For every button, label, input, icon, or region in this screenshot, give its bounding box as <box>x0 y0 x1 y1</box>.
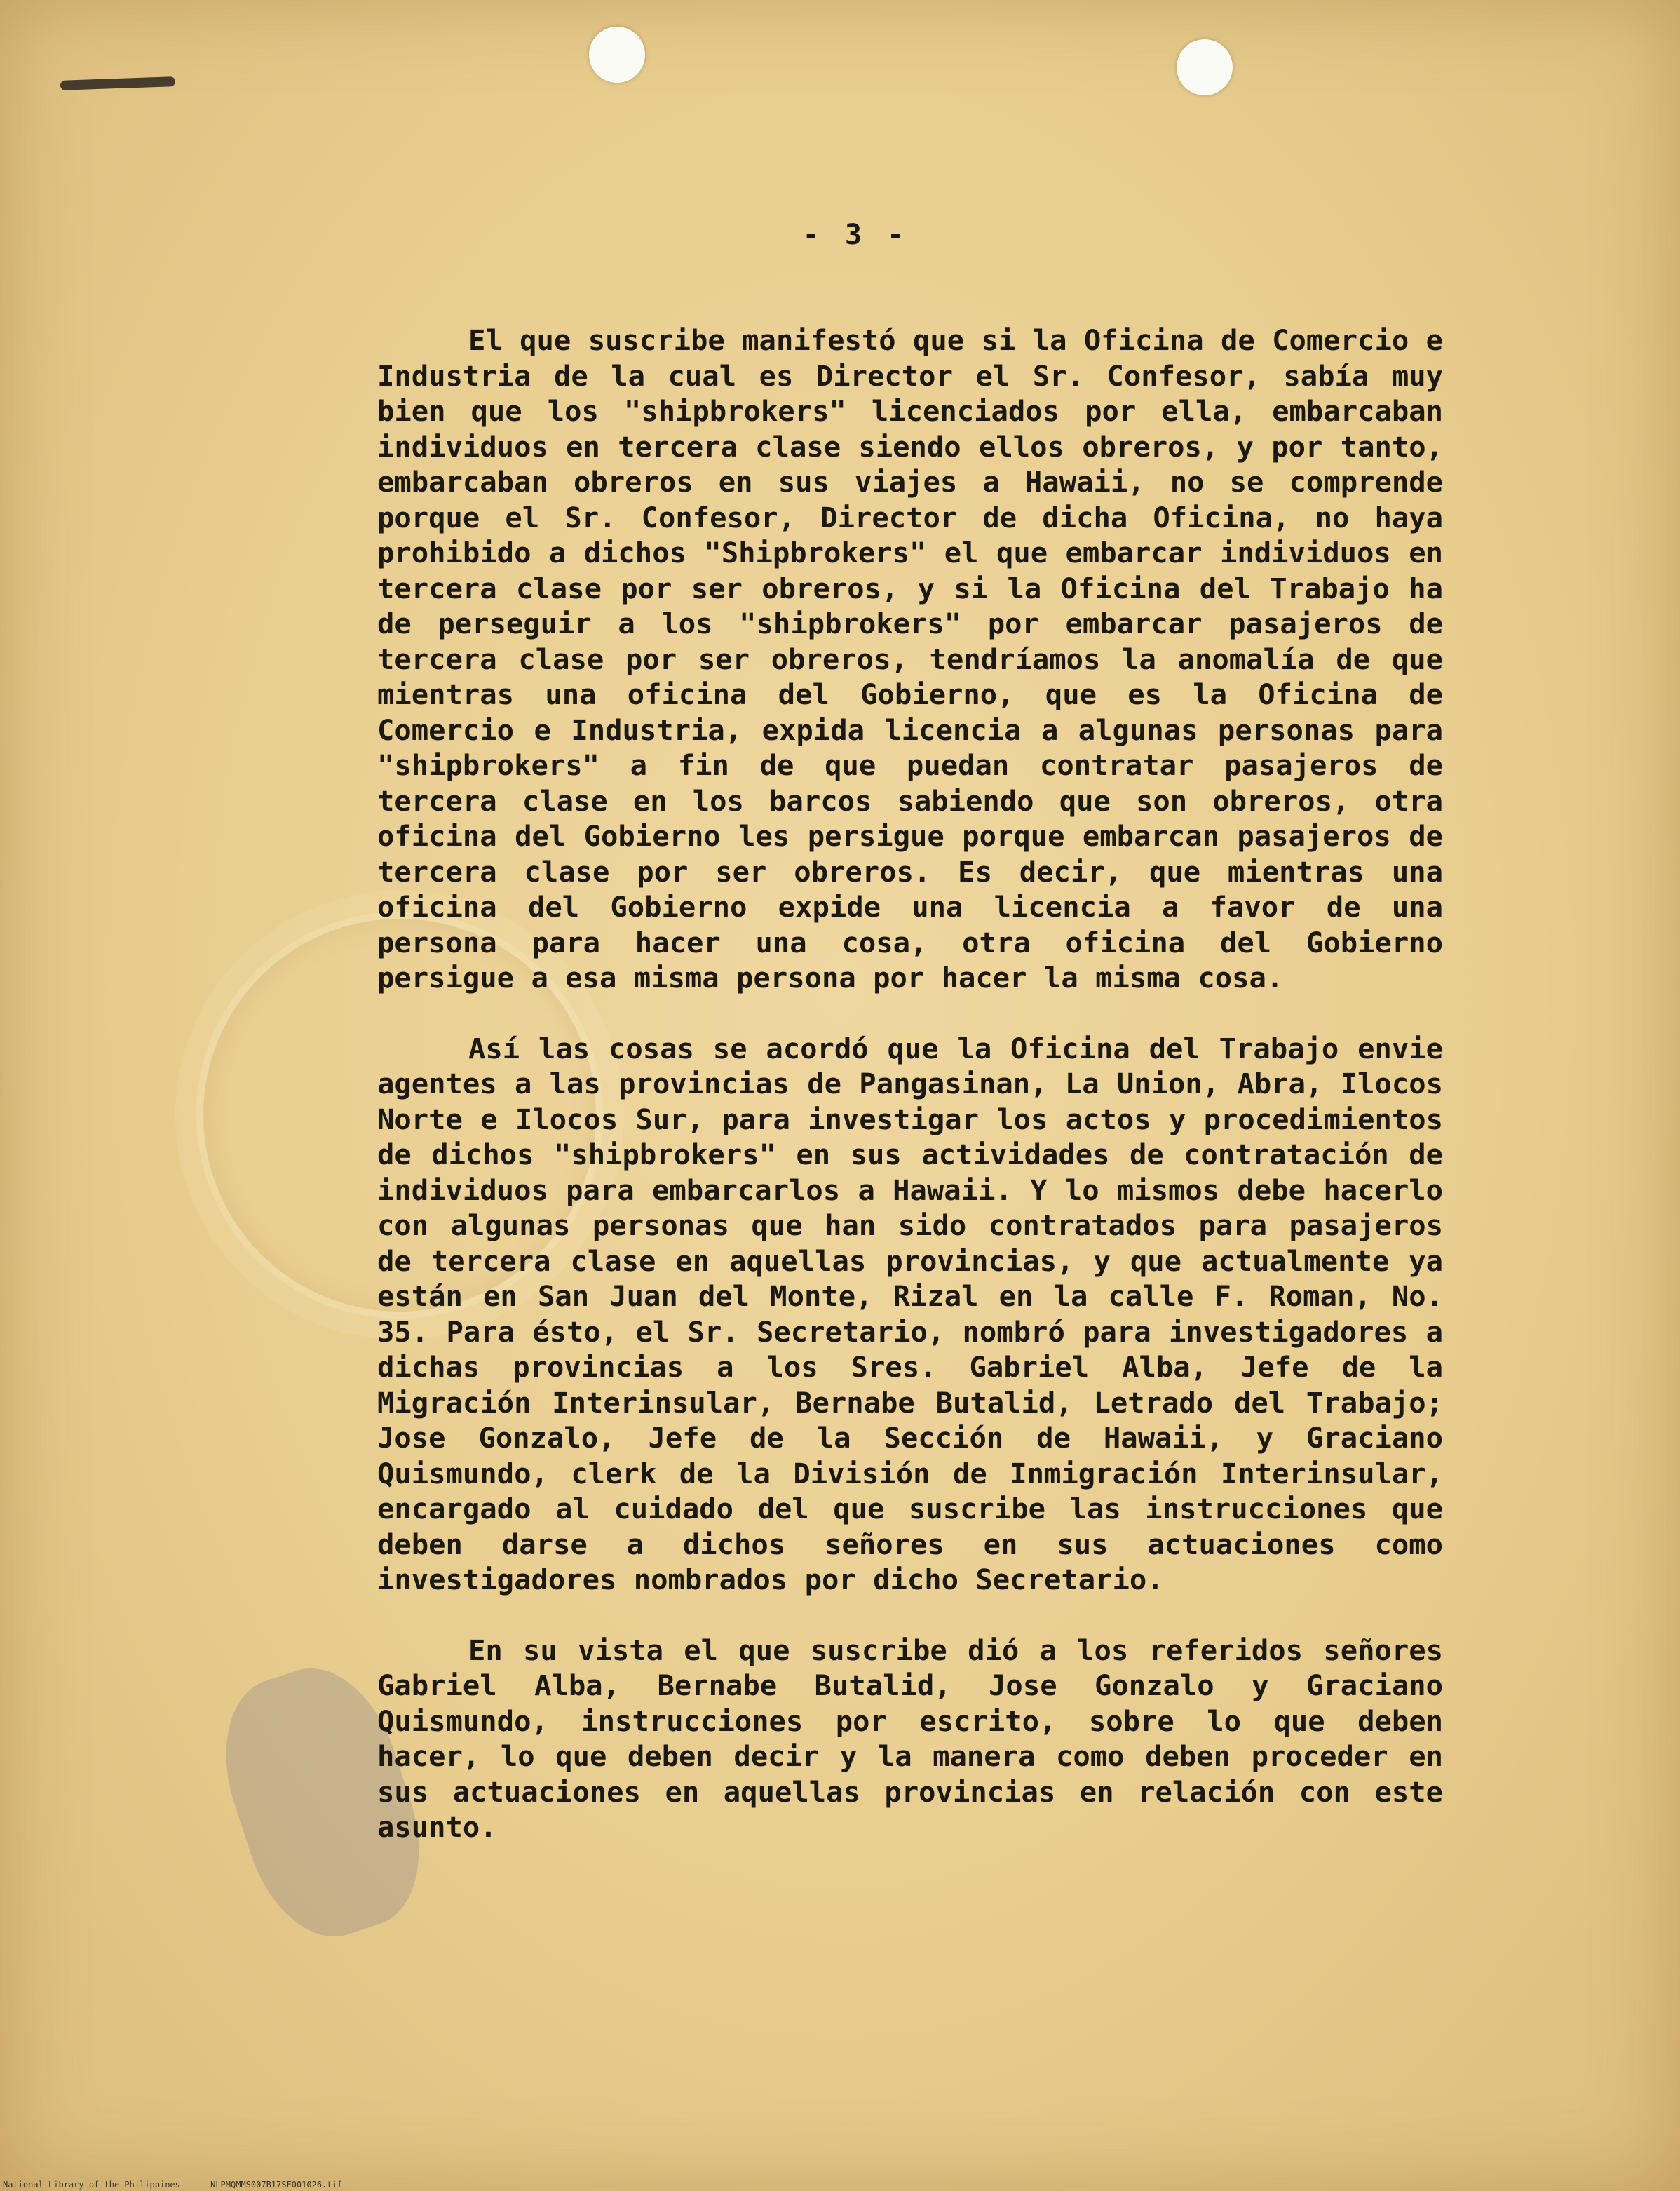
footer-file-id: NLPMQMMS007B17SF001026.tif <box>210 2180 342 2190</box>
paragraph-2: Así las cosas se acordó que la Oficina del Trabajo envie agentes a las provincias de Pangasinan, La Union, Abra, Ilocos Norte e Ilocos Sur, para investigar los actos y procedimientos de dichos "shipbrokers" en sus actividades de contratación de individuos para embarcarlos a Hawaii. Y lo mismos debe hacerlo con algunas personas que han sido contratados para pasajeros de tercera clase en aquellas provincias, y que actualmente ya están en San Juan del Monte, Rizal en la calle F. Roman, No. 35. Para ésto, el Sr. Secretario, nombró para investigadores a dichas provincias a los Sres. Gabriel Alba, Jefe de la Migración Interinsular, Bernabe Butalid, Letrado del Trabajo; Jose Gonzalo, Jefe de la Sección de Hawaii, y Graciano Quismundo, clerk de la División de Inmigración Interinsular, encargado al cuidado del que suscribe las instrucciones que deben darse a dichos señores en sus actuaciones como investigadores nombrados por dicho Secretario. <box>377 1031 1443 1596</box>
scan-footer <box>3 2180 367 2190</box>
document-body <box>377 323 1443 1880</box>
page-number: - 3 - <box>802 219 909 251</box>
punch-hole-left <box>589 27 645 83</box>
footer-library: National Library of the Philippines <box>3 2180 180 2190</box>
paragraph-1: El que suscribe manifestó que si la Oficina de Comercio e Industria de la cual es Director el Sr. Confesor, sabía muy bien que los "shipbrokers" licenciados por ella, embarcaban individuos en tercera clase siendo ellos obreros, y por tanto, embarcaban obreros en sus viajes a Hawaii, no se comprende porque el Sr. Confesor, Director de dicha Oficina, no haya prohibido a dichos "Shipbrokers" el que embarcar individuos en tercera clase por ser obreros, y si la Oficina del Trabajo ha de perseguir a los "shipbrokers" por embarcar pasajeros de tercera clase por ser obreros, tendríamos la anomalía de que mientras una oficina del Gobierno, que es la Oficina de Comercio e Industria, expida licencia a algunas personas para "shipbrokers" a fin de que puedan contratar pasajeros de tercera clase en los barcos sabiendo que son obreros, otra oficina del Gobierno les persigue porque embarcan pasajeros de tercera clase por ser obreros. Es decir, que mientras una oficina del Gobierno expide una licencia a favor de una persona para hacer una cosa, otra oficina del Gobierno persigue a esa misma persona por hacer la misma cosa. <box>377 323 1443 995</box>
punch-hole-right <box>1177 39 1233 95</box>
staple-mark <box>60 76 175 90</box>
paragraph-3: En su vista el que suscribe dió a los referidos señores Gabriel Alba, Bernabe Butalid, Jose Gonzalo y Graciano Quismundo, instrucciones por escrito, sobre lo que deben hacer, lo que deben decir y la manera como deben proceder en sus actuaciones en aquellas provincias en relación con este asunto. <box>377 1633 1443 1844</box>
